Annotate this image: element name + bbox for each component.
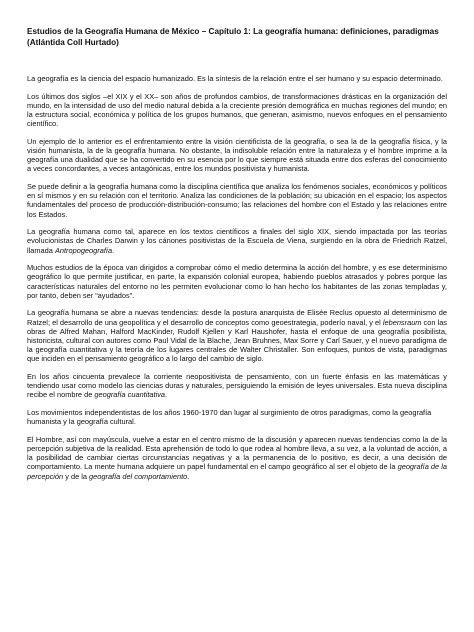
paragraph-2: Los últimos dos siglos –el XIX y el XX– son años de profundos cambios, de transformaciones drásticas en la organización del mundo, en la intensidad de uso del medio natural debida a la creciente presión demográfica en muchas regiones del mundo; en la estructura social, económica y política de los grupos humanos, que generan, asimismo, nuevos enfoques en el pensamiento científico.: [27, 91, 447, 129]
paragraph-10-end: .: [187, 471, 190, 481]
paragraph-8-text: En los años cincuenta prevalece la corriente neopositivista de pensamiento, con un fuerte énfasis en las matemáticas y tendiendo usar como modelo las ciencias duras y naturales, persiguiendo la emisión de leyes universales. Esta nueva disciplina recibe el nombre de: [27, 372, 447, 400]
paragraph-3: Un ejemplo de lo anterior es el enfrentamiento entre la visión cientificista de la geografía, o sea la de la geografía física, y la visión humanista, la de la geografía humana. No obstante, la indisoluble relación entre la naturaleza y el hombre imprime a la geografía una dualidad que se ha convertido en su esencia por lo que siempre está situada entre dos esferas del conocimiento a veces concordantes, a veces antagónicas, entre los mundos positivista y humanista.: [27, 136, 447, 174]
paragraph-8: [27, 372, 447, 400]
paragraph-7-italic: lebensraum: [382, 317, 422, 327]
paragraph-8-end: .: [165, 390, 168, 400]
paragraph-5-text: La geografía humana como tal, aparece en los textos científicos a finales del siglo XIX, siendo impactada por las teorías evolucionistas de Charles Darwin y los cánones positivistas de la Escuela de Viena, surgiendo en la obra de Friedrich Ratzel, llamada: [27, 227, 447, 255]
paragraph-7-text: La geografía humana se abre a nuevas tendencias: desde la postura anarquista de Elisée Reclus opuesto al determinismo de Ratzel; el desarrollo de una geopolítica y el desarrollo de conceptos como geoestrategia, poderío naval, y el: [27, 308, 447, 327]
document-title: Estudios de la Geografía Humana de México – Capítulo 1: La geografía humana: definiciones, paradigmas (Atlántida Coll Hurtado): [27, 27, 439, 47]
document-body: [27, 74, 447, 489]
paragraph-10-italic-1: geografía de la percepción: [27, 462, 447, 481]
paragraph-10: [27, 435, 447, 481]
paragraph-10-text: El Hombre, así con mayúscula, vuelve a estar en el centro mismo de la discusión y aparecen nuevas tendencias como la de la percepción subjetiva de la realidad. Esta aprehensión de todo lo que rodea al hombre lleva, a su vez, a la voluntad de acción, a la posibilidad de cambiar ciertas circunstancias negativas y a la permanencia de lo positivo, es decir, a una decisión de comportamiento. La mente humana adquiere un papel fundamental en el campo geográfico al ser el objeto de la: [27, 434, 447, 472]
paragraph-10-italic-2: geografía del comportamiento: [89, 471, 188, 481]
paragraph-8-italic: geografía cuantitativa: [94, 390, 166, 400]
paragraph-10-mid: y de la: [63, 471, 90, 481]
paragraph-7-rest: con las obras de Alfred Mahan, Halford MacKinder, Rudolf Kjellen y Karl Haushofer, hasta el enfoque de una geografía posibilista, historicista, cultural con autores como Paul Vidal de la Blache, Jean Bruhnes, Max Sorre y Carl Sauer, y el nuevo paradigma de la geografía cuantitativa y la teoría de los lugares centrales de Walter Christaller. Son enfoques, puntos de vista, paradigmas que inciden en el pensamiento geográfico a lo largo del cambio de siglo.: [27, 317, 447, 364]
paragraph-7: [27, 308, 447, 363]
paragraph-5-end: .: [112, 245, 115, 255]
paragraph-9: Los movimientos independentistas de los años 1960-1970 dan lugar al surgimiento de otros paradigmas, como la geografía humanista y la geografía cultural.: [27, 408, 432, 427]
paragraph-1: La geografía es la ciencia del espacio humanizado. Es la síntesis de la relación entre el ser humano y su espacio determinado.: [27, 74, 443, 83]
paragraph-4: Se puede definir a la geografía humana como la disciplina científica que analiza los fenómenos sociales, económicos y políticos en sí mismos y en su relación con el territorio. Analiza las condiciones de la población; su ubicación en el espacio; los aspectos fundamentales del proceso de producción-distribución-consumo; las relaciones del hombre con el Estado y las relaciones entre los Estados.: [27, 182, 447, 219]
paragraph-6: Muchos estudios de la época van dirigidos a comprobar cómo el medio determina la acción del hombre, y es ese determinismo geográfico lo que permite justificar, en parte, la expansión colonial europea, habiendo pueblos atrasados y pobres porque las características naturales del entorno no les permiten evolucionar como lo han hecho los habitantes de las zonas templadas y, por tanto, deben ser “ayudados”.: [27, 263, 447, 300]
paragraph-5: [27, 227, 447, 255]
paragraph-5-italic: Antropogeografía: [54, 245, 113, 255]
